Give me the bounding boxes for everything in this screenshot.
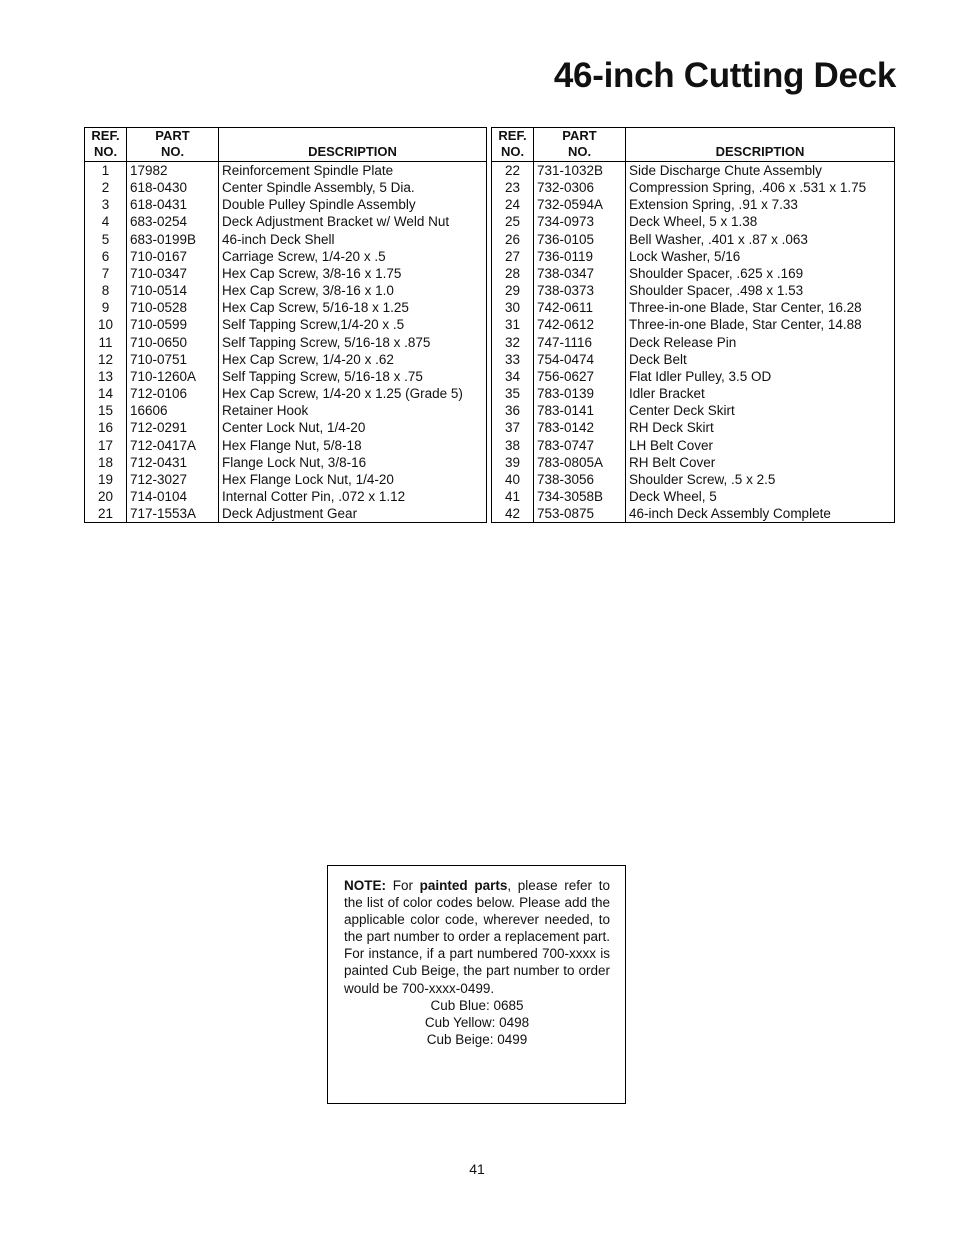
description-cell: Internal Cotter Pin, .072 x 1.12 <box>219 488 487 505</box>
ref-no-cell: 22 <box>492 162 534 180</box>
table-header-row <box>492 128 895 162</box>
ref-no-cell: 4 <box>85 213 127 230</box>
part-no-cell: 683-0199B <box>127 231 219 248</box>
description-cell: Deck Wheel, 5 x 1.38 <box>626 213 895 230</box>
description-cell: Bell Washer, .401 x .87 x .063 <box>626 231 895 248</box>
table-row <box>85 471 487 488</box>
table-row <box>85 196 487 213</box>
ref-no-cell: 17 <box>85 437 127 454</box>
ref-no-cell: 7 <box>85 265 127 282</box>
description-header: DESCRIPTION <box>626 128 895 162</box>
table-row <box>85 368 487 385</box>
ref-no-cell: 8 <box>85 282 127 299</box>
part-no-cell: 618-0430 <box>127 179 219 196</box>
part-no-cell: 783-0139 <box>534 385 626 402</box>
ref-no-cell: 37 <box>492 419 534 436</box>
table-row <box>492 488 895 505</box>
table-row <box>85 505 487 523</box>
ref-no-cell: 30 <box>492 299 534 316</box>
part-no-cell: 783-0805A <box>534 454 626 471</box>
parts-table-right <box>491 127 895 523</box>
table-row <box>492 179 895 196</box>
part-no-cell: 710-0514 <box>127 282 219 299</box>
table-row <box>492 368 895 385</box>
note-emphasis: painted parts <box>419 878 508 893</box>
ref-no-cell: 35 <box>492 385 534 402</box>
ref-no-cell: 25 <box>492 213 534 230</box>
part-no-cell: 16606 <box>127 402 219 419</box>
table-row <box>85 213 487 230</box>
part-no-header: PART NO. <box>534 128 626 162</box>
description-cell: Flat Idler Pulley, 3.5 OD <box>626 368 895 385</box>
part-no-cell: 712-3027 <box>127 471 219 488</box>
ref-no-cell: 33 <box>492 351 534 368</box>
table-row <box>85 488 487 505</box>
description-cell: LH Belt Cover <box>626 437 895 454</box>
table-row <box>492 402 895 419</box>
table-row <box>492 505 895 523</box>
part-no-cell: 738-3056 <box>534 471 626 488</box>
part-no-cell: 712-0106 <box>127 385 219 402</box>
part-no-cell: 710-0599 <box>127 316 219 333</box>
description-cell: RH Belt Cover <box>626 454 895 471</box>
page-number: 41 <box>469 1161 485 1177</box>
description-cell: Deck Adjustment Gear <box>219 505 487 523</box>
table-row <box>492 351 895 368</box>
table-row <box>492 265 895 282</box>
part-no-cell: 734-3058B <box>534 488 626 505</box>
description-cell: Reinforcement Spindle Plate <box>219 162 487 180</box>
table-row <box>492 162 895 180</box>
ref-no-cell: 19 <box>85 471 127 488</box>
note-text: NOTE: For painted parts, please refer to the list of color codes below. Please add the applicable color code, wherever needed, to the part number to order a replacement part. For instance, if a part numbered 700-xxxx is painted Cub Beige, the part number to order would be 700-xxxx-0499. <box>344 878 610 996</box>
ref-no-cell: 3 <box>85 196 127 213</box>
table-row <box>492 231 895 248</box>
part-no-cell: 738-0373 <box>534 282 626 299</box>
ref-no-cell: 26 <box>492 231 534 248</box>
description-cell: Hex Cap Screw, 1/4-20 x .62 <box>219 351 487 368</box>
part-no-cell: 17982 <box>127 162 219 180</box>
ref-no-cell: 15 <box>85 402 127 419</box>
table-row <box>85 265 487 282</box>
ref-no-cell: 21 <box>85 505 127 523</box>
table-row <box>492 196 895 213</box>
part-no-cell: 731-1032B <box>534 162 626 180</box>
part-no-cell: 710-0751 <box>127 351 219 368</box>
description-header: DESCRIPTION <box>219 128 487 162</box>
part-no-cell: 742-0611 <box>534 299 626 316</box>
description-cell: Shoulder Spacer, .498 x 1.53 <box>626 282 895 299</box>
description-cell: Lock Washer, 5/16 <box>626 248 895 265</box>
table-row <box>492 213 895 230</box>
ref-no-cell: 20 <box>85 488 127 505</box>
part-no-cell: 783-0747 <box>534 437 626 454</box>
table-row <box>85 282 487 299</box>
description-cell: Self Tapping Screw,1/4-20 x .5 <box>219 316 487 333</box>
ref-no-cell: 42 <box>492 505 534 523</box>
ref-no-cell: 6 <box>85 248 127 265</box>
description-cell: Center Spindle Assembly, 5 Dia. <box>219 179 487 196</box>
table-row <box>492 419 895 436</box>
table-row <box>85 454 487 471</box>
ref-no-header: REF. NO. <box>85 128 127 162</box>
table-row <box>85 402 487 419</box>
part-no-cell: 732-0594A <box>534 196 626 213</box>
part-no-header: PART NO. <box>127 128 219 162</box>
ref-no-cell: 29 <box>492 282 534 299</box>
part-no-cell: 753-0875 <box>534 505 626 523</box>
ref-no-cell: 10 <box>85 316 127 333</box>
description-cell: Shoulder Screw, .5 x 2.5 <box>626 471 895 488</box>
part-no-cell: 710-0167 <box>127 248 219 265</box>
table-row <box>85 385 487 402</box>
ref-no-cell: 11 <box>85 334 127 351</box>
table-row <box>85 316 487 333</box>
parts-table-left <box>84 127 487 523</box>
part-no-cell: 754-0474 <box>534 351 626 368</box>
description-cell: Three-in-one Blade, Star Center, 16.28 <box>626 299 895 316</box>
ref-no-cell: 9 <box>85 299 127 316</box>
ref-no-cell: 41 <box>492 488 534 505</box>
description-cell: Self Tapping Screw, 5/16-18 x .875 <box>219 334 487 351</box>
part-no-cell: 712-0291 <box>127 419 219 436</box>
ref-no-cell: 2 <box>85 179 127 196</box>
part-no-cell: 712-0417A <box>127 437 219 454</box>
ref-no-cell: 1 <box>85 162 127 180</box>
ref-no-cell: 40 <box>492 471 534 488</box>
ref-no-cell: 32 <box>492 334 534 351</box>
ref-no-cell: 24 <box>492 196 534 213</box>
part-no-cell: 747-1116 <box>534 334 626 351</box>
table-row <box>85 299 487 316</box>
ref-no-cell: 31 <box>492 316 534 333</box>
part-no-cell: 683-0254 <box>127 213 219 230</box>
description-cell: Deck Belt <box>626 351 895 368</box>
description-cell: Three-in-one Blade, Star Center, 14.88 <box>626 316 895 333</box>
color-code: Cub Blue: 0685 <box>430 997 524 1013</box>
part-no-cell: 732-0306 <box>534 179 626 196</box>
part-no-cell: 710-0347 <box>127 265 219 282</box>
color-code-list <box>344 997 610 1048</box>
description-cell: Side Discharge Chute Assembly <box>626 162 895 180</box>
part-no-cell: 734-0973 <box>534 213 626 230</box>
description-cell: Carriage Screw, 1/4-20 x .5 <box>219 248 487 265</box>
table-row <box>492 385 895 402</box>
part-no-cell: 736-0119 <box>534 248 626 265</box>
description-cell: Hex Cap Screw, 3/8-16 x 1.75 <box>219 265 487 282</box>
table-row <box>85 334 487 351</box>
table-row <box>492 454 895 471</box>
description-cell: Hex Cap Screw, 3/8-16 x 1.0 <box>219 282 487 299</box>
part-no-cell: 712-0431 <box>127 454 219 471</box>
table-row <box>492 316 895 333</box>
part-no-cell: 710-0650 <box>127 334 219 351</box>
description-cell: Shoulder Spacer, .625 x .169 <box>626 265 895 282</box>
ref-no-cell: 36 <box>492 402 534 419</box>
ref-no-cell: 38 <box>492 437 534 454</box>
ref-no-cell: 18 <box>85 454 127 471</box>
color-code: Cub Beige: 0499 <box>426 1031 528 1047</box>
ref-no-cell: 23 <box>492 179 534 196</box>
table-row <box>85 419 487 436</box>
description-cell: Compression Spring, .406 x .531 x 1.75 <box>626 179 895 196</box>
table-row <box>85 437 487 454</box>
description-cell: Deck Adjustment Bracket w/ Weld Nut <box>219 213 487 230</box>
note-label: NOTE: <box>344 878 386 893</box>
ref-no-cell: 12 <box>85 351 127 368</box>
ref-no-cell: 13 <box>85 368 127 385</box>
part-no-cell: 783-0142 <box>534 419 626 436</box>
description-cell: Center Deck Skirt <box>626 402 895 419</box>
description-cell: Retainer Hook <box>219 402 487 419</box>
description-cell: Idler Bracket <box>626 385 895 402</box>
table-row <box>85 162 487 180</box>
table-row <box>492 299 895 316</box>
part-no-cell: 710-0528 <box>127 299 219 316</box>
page-title: 46-inch Cutting Deck <box>553 56 896 95</box>
table-row <box>492 437 895 454</box>
table-row <box>492 248 895 265</box>
ref-no-cell: 16 <box>85 419 127 436</box>
ref-no-cell: 39 <box>492 454 534 471</box>
painted-parts-note <box>327 865 626 1104</box>
description-cell: Hex Cap Screw, 5/16-18 x 1.25 <box>219 299 487 316</box>
ref-no-cell: 14 <box>85 385 127 402</box>
part-no-cell: 710-1260A <box>127 368 219 385</box>
part-no-cell: 736-0105 <box>534 231 626 248</box>
description-cell: Hex Flange Lock Nut, 1/4-20 <box>219 471 487 488</box>
ref-no-cell: 5 <box>85 231 127 248</box>
description-cell: Deck Release Pin <box>626 334 895 351</box>
description-cell: Double Pulley Spindle Assembly <box>219 196 487 213</box>
table-row <box>492 471 895 488</box>
color-code: Cub Yellow: 0498 <box>424 1014 530 1030</box>
description-cell: Self Tapping Screw, 5/16-18 x .75 <box>219 368 487 385</box>
description-cell: 46-inch Deck Shell <box>219 231 487 248</box>
ref-no-cell: 28 <box>492 265 534 282</box>
description-cell: Flange Lock Nut, 3/8-16 <box>219 454 487 471</box>
part-no-cell: 717-1553A <box>127 505 219 523</box>
part-no-cell: 756-0627 <box>534 368 626 385</box>
description-cell: RH Deck Skirt <box>626 419 895 436</box>
description-cell: Center Lock Nut, 1/4-20 <box>219 419 487 436</box>
part-no-cell: 738-0347 <box>534 265 626 282</box>
ref-no-header: REF. NO. <box>492 128 534 162</box>
description-cell: Extension Spring, .91 x 7.33 <box>626 196 895 213</box>
description-cell: Hex Cap Screw, 1/4-20 x 1.25 (Grade 5) <box>219 385 487 402</box>
table-row <box>492 282 895 299</box>
table-row <box>85 179 487 196</box>
table-header-row <box>85 128 487 162</box>
description-cell: Deck Wheel, 5 <box>626 488 895 505</box>
description-cell: Hex Flange Nut, 5/8-18 <box>219 437 487 454</box>
table-row <box>85 248 487 265</box>
part-no-cell: 618-0431 <box>127 196 219 213</box>
part-no-cell: 714-0104 <box>127 488 219 505</box>
table-row <box>492 334 895 351</box>
part-no-cell: 742-0612 <box>534 316 626 333</box>
table-row <box>85 351 487 368</box>
ref-no-cell: 34 <box>492 368 534 385</box>
table-row <box>85 231 487 248</box>
ref-no-cell: 27 <box>492 248 534 265</box>
part-no-cell: 783-0141 <box>534 402 626 419</box>
description-cell: 46-inch Deck Assembly Complete <box>626 505 895 523</box>
